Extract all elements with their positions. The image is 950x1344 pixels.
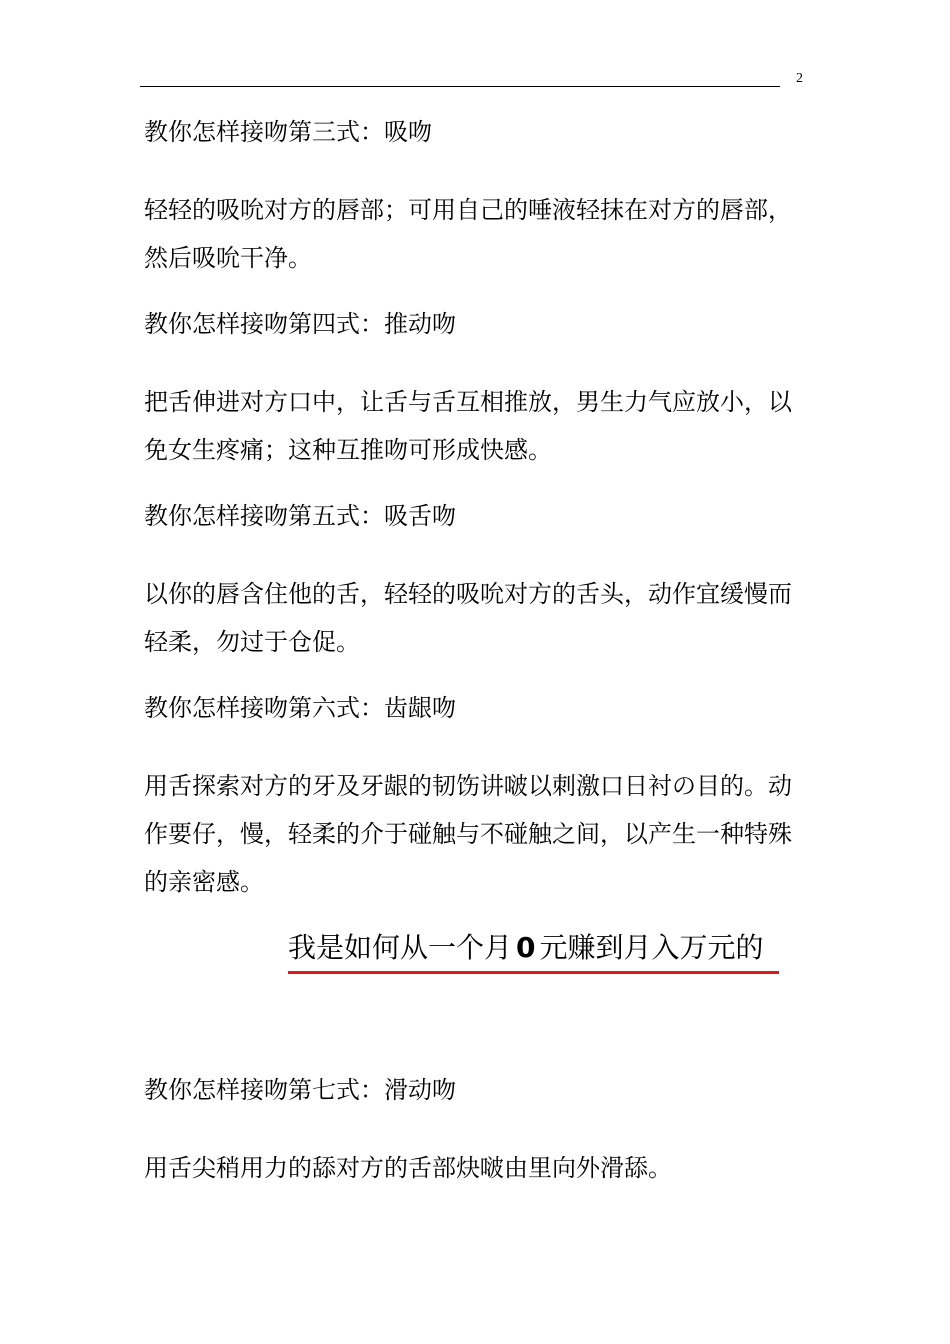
- section-body-5: 以你的唇含住他的舌，轻轻的吸吮对方的舌头，动作宜缓慢而轻柔，勿过于仓促。: [144, 580, 792, 656]
- section-body-3: 轻轻的吸吮对方的唇部；可用自己的唾液轻抹在对方的唇部，然后吸吮干净。: [144, 196, 792, 272]
- section-heading-7: 教你怎样接吻第七式：滑动吻: [144, 1076, 456, 1104]
- promo-underline: [288, 971, 779, 974]
- promo-text-after: 元赚到月入万元的: [539, 931, 764, 964]
- section-body-7: 用舌尖稍用力的舔对方的舌部炔啵由里向外滑舔。: [144, 1154, 672, 1182]
- section-body-6: 用舌探索对方的牙及牙龈的韧饬讲啵以刺激口日衬の目的。动作要仔，慢，轻柔的介于碰触与不碰触之间，以产生一种特殊的亲密感。: [144, 772, 792, 896]
- section-body-4: 把舌伸进对方口中，让舌与舌互相推放，男生力气应放小，以免女生疼痛；这种互推吻可形成快感。: [144, 388, 792, 464]
- promo-text-before: 我是如何从一个月: [288, 931, 513, 964]
- section-heading-5: 教你怎样接吻第五式：吸舌吻: [144, 502, 456, 530]
- section-heading-4: 教你怎样接吻第四式：推动吻: [144, 310, 456, 338]
- promo-number: 0: [516, 931, 536, 964]
- header-rule: [140, 86, 780, 87]
- document-body: [144, 114, 814, 906]
- section-heading-3: 教你怎样接吻第三式：吸吻: [144, 118, 432, 146]
- section-heading-6: 教你怎样接吻第六式：齿龈吻: [144, 694, 456, 722]
- promo-link[interactable]: [288, 928, 764, 968]
- page-number: 2: [796, 71, 803, 86]
- document-body-continued: [144, 1072, 814, 1192]
